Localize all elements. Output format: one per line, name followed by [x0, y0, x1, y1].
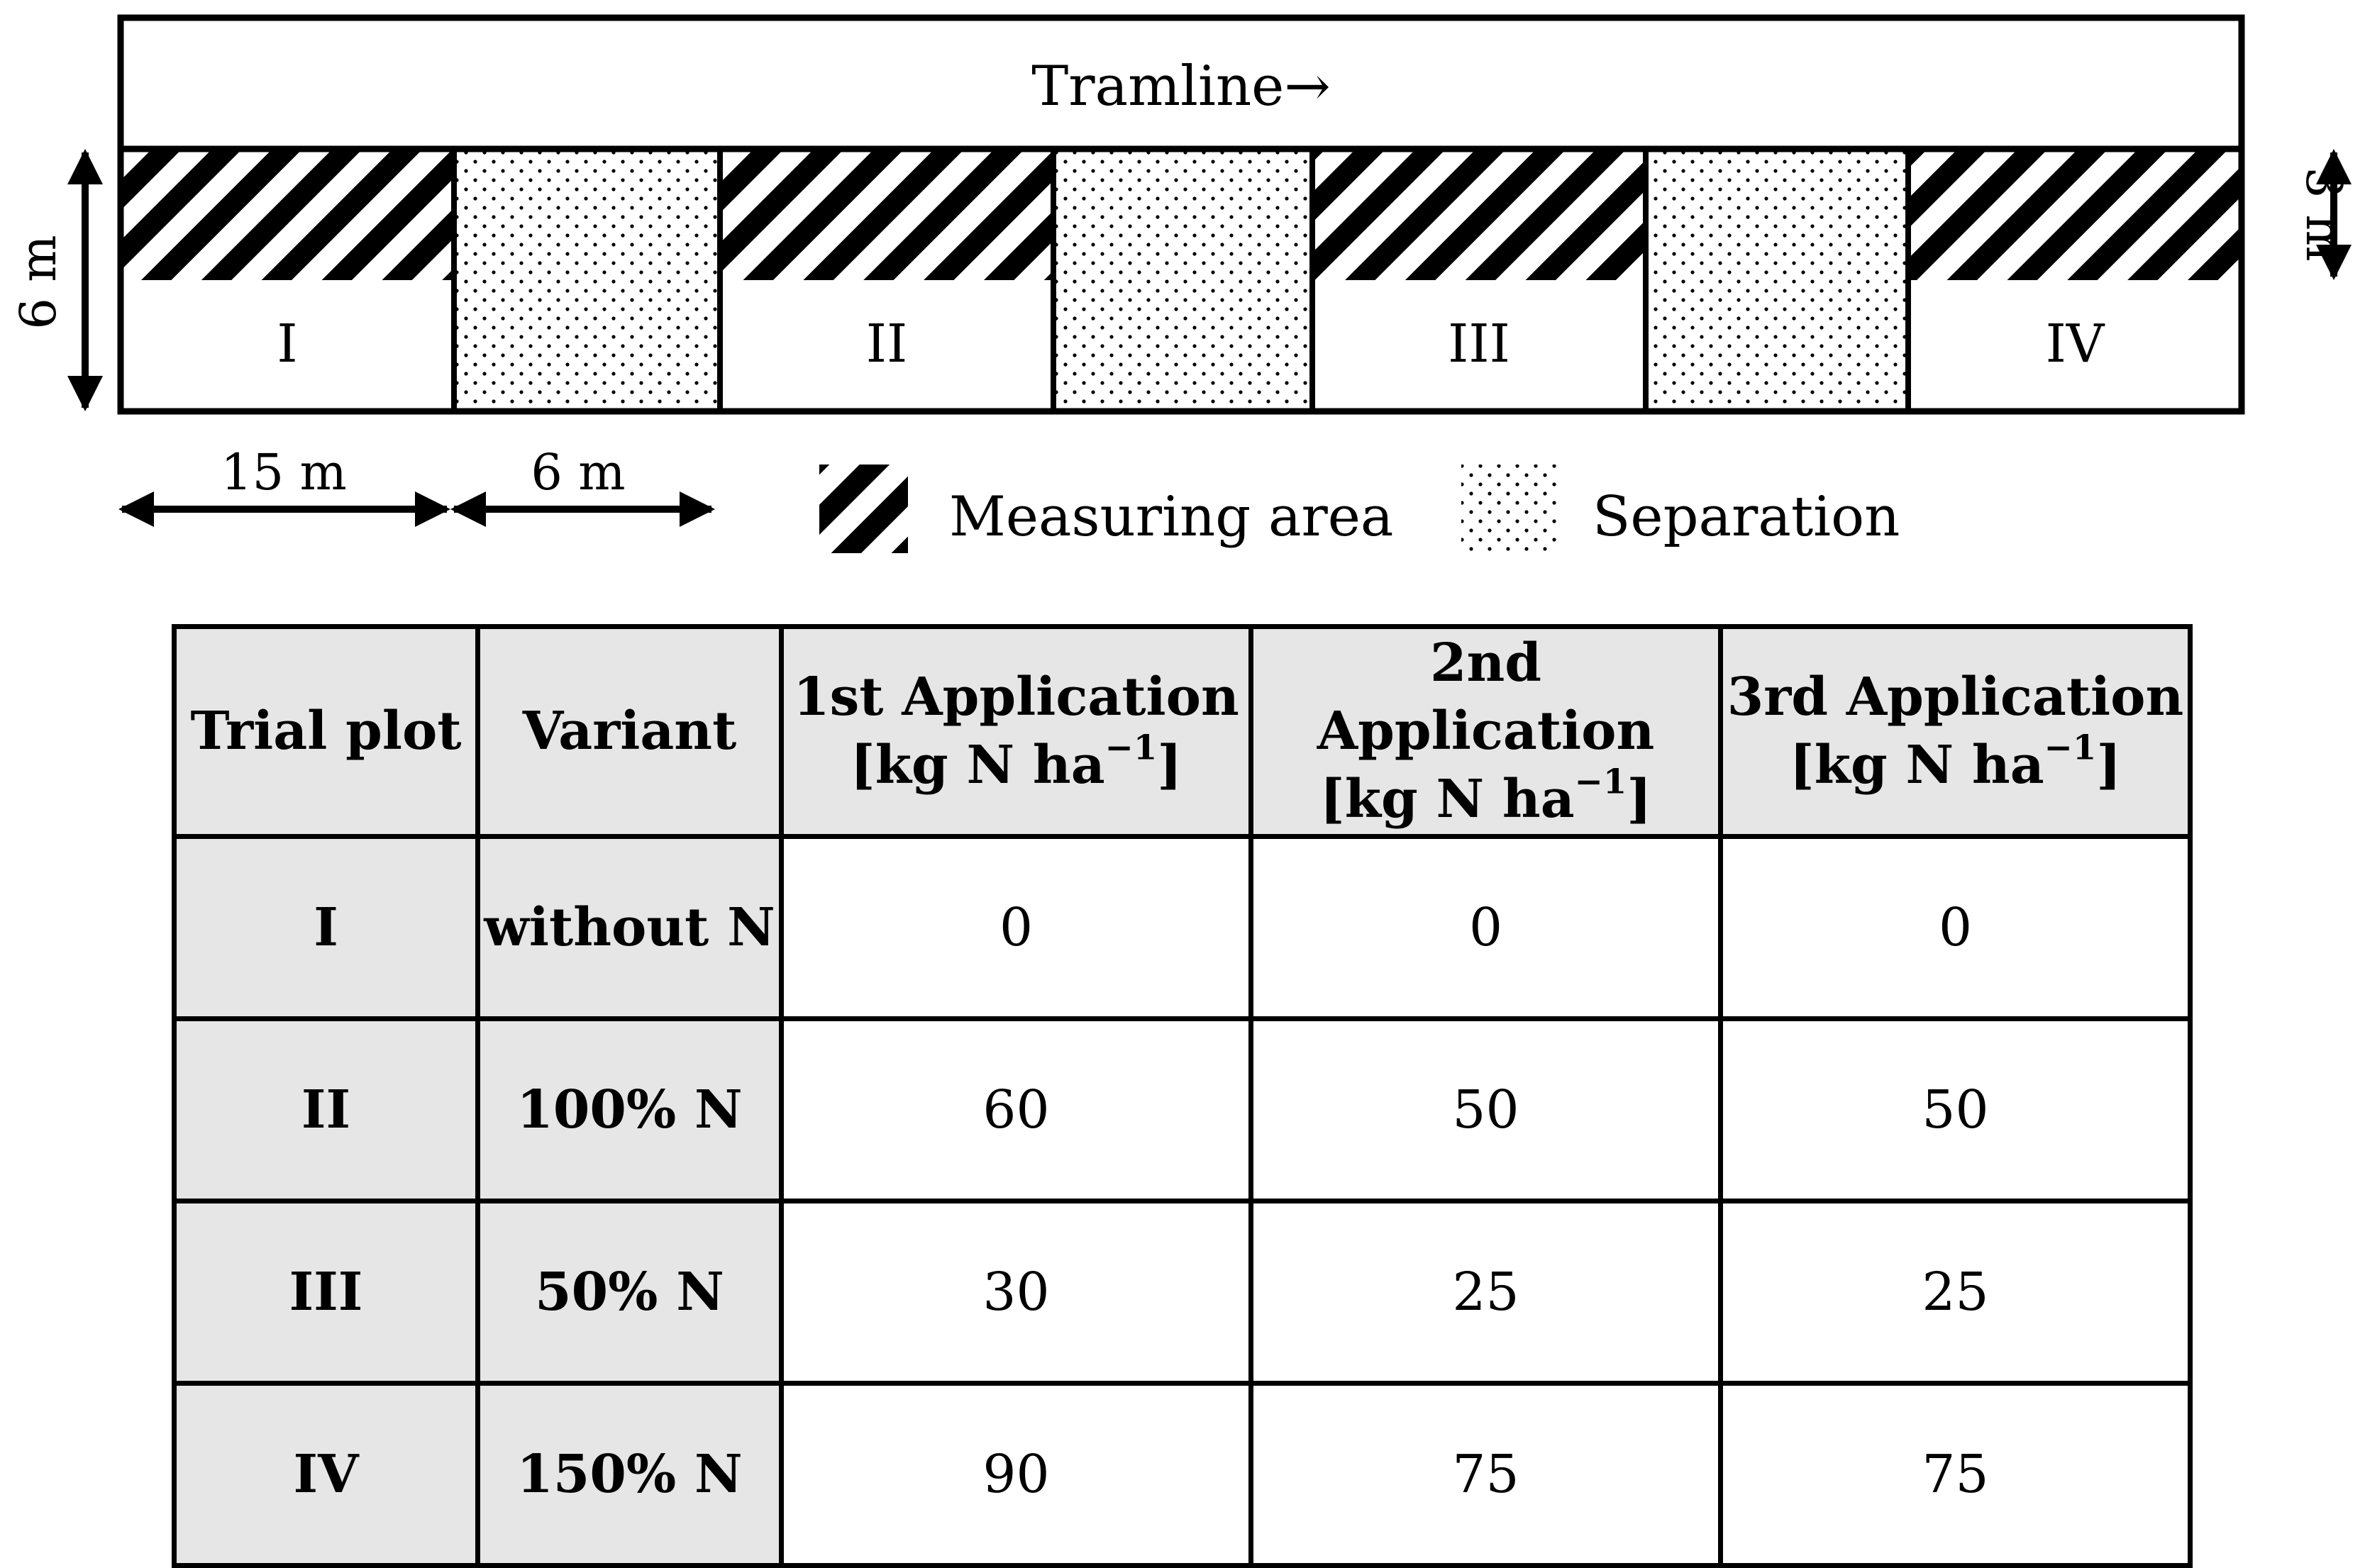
application-2-cell: 50	[1251, 1018, 1721, 1201]
trial-plot-cell: II	[175, 1018, 478, 1201]
application-2-cell: 0	[1251, 836, 1721, 1018]
legend-measuring-swatch	[819, 465, 908, 553]
measuring-area-II	[720, 149, 1053, 280]
application-1-cell: 60	[782, 1018, 1251, 1201]
separation-3	[1646, 149, 1908, 411]
variant-cell: 50% N	[478, 1201, 782, 1383]
plot-label-IV: IV	[2045, 313, 2105, 374]
plot-length-label: 15 m	[221, 443, 347, 501]
application-3-cell: 25	[1721, 1201, 2190, 1383]
table-row	[175, 1018, 2190, 1201]
application-2-cell: 25	[1251, 1201, 1721, 1383]
header-variant: Variant	[478, 627, 782, 837]
header-trial-plot: Trial plot	[175, 627, 478, 837]
plot-II	[720, 149, 1053, 411]
header-unit: [kg N $ha^{-1}$]	[1319, 762, 1652, 830]
fertilization-table	[172, 624, 2193, 1568]
legend-measuring-label: Measuring area	[949, 485, 1394, 549]
plot-III	[1312, 149, 1646, 411]
trial-plot-cell: III	[175, 1201, 478, 1383]
plot-label-I: I	[277, 313, 298, 374]
trial-plot-cell: I	[175, 836, 478, 1018]
table-row	[175, 1201, 2190, 1383]
measuring-area-I	[121, 149, 454, 280]
table-row	[175, 836, 2190, 1018]
separation-length-label: 6 m	[531, 443, 626, 501]
separation-2	[1053, 149, 1312, 411]
legend-separation-label: Separation	[1593, 485, 1900, 549]
separation-1	[454, 149, 720, 411]
application-1-cell: 0	[782, 836, 1251, 1018]
header-2nd-application: 2nd Application [kg N $ha^{-1}$]	[1251, 627, 1721, 837]
table-header-row	[175, 627, 2190, 837]
variant-cell: 100% N	[478, 1018, 782, 1201]
application-3-cell: 0	[1721, 836, 2190, 1018]
plot-label-III: III	[1448, 313, 1510, 374]
table-row	[175, 1383, 2190, 1565]
plot-I	[121, 149, 454, 411]
plot-IV	[1908, 149, 2242, 411]
header-3rd-application: 3rd Application [kg N $ha^{-1}$]	[1721, 627, 2190, 837]
measuring-area-III	[1312, 149, 1646, 280]
trial-plot-cell: IV	[175, 1383, 478, 1565]
header-unit: [kg N $ha^{-1}$]	[850, 728, 1182, 796]
application-3-cell: 75	[1721, 1383, 2190, 1565]
plot-height-label: 6 m	[9, 235, 67, 330]
measuring-height-label: 3 m	[2295, 167, 2353, 262]
tramline-label: Tramline→	[1031, 55, 1331, 118]
application-1-cell: 90	[782, 1383, 1251, 1565]
application-2-cell: 75	[1251, 1383, 1721, 1565]
application-3-cell: 50	[1721, 1018, 2190, 1201]
header-unit: [kg N $ha^{-1}$]	[1789, 728, 2122, 796]
plot-label-II: II	[865, 313, 908, 374]
variant-cell: 150% N	[478, 1383, 782, 1565]
field-layout-diagram	[0, 0, 2365, 582]
header-1st-application: 1st Application [kg N $ha^{-1}$]	[782, 627, 1251, 837]
measuring-area-IV	[1908, 149, 2242, 280]
legend-separation-swatch	[1461, 465, 1557, 553]
application-1-cell: 30	[782, 1201, 1251, 1383]
variant-cell: without N	[478, 836, 782, 1018]
